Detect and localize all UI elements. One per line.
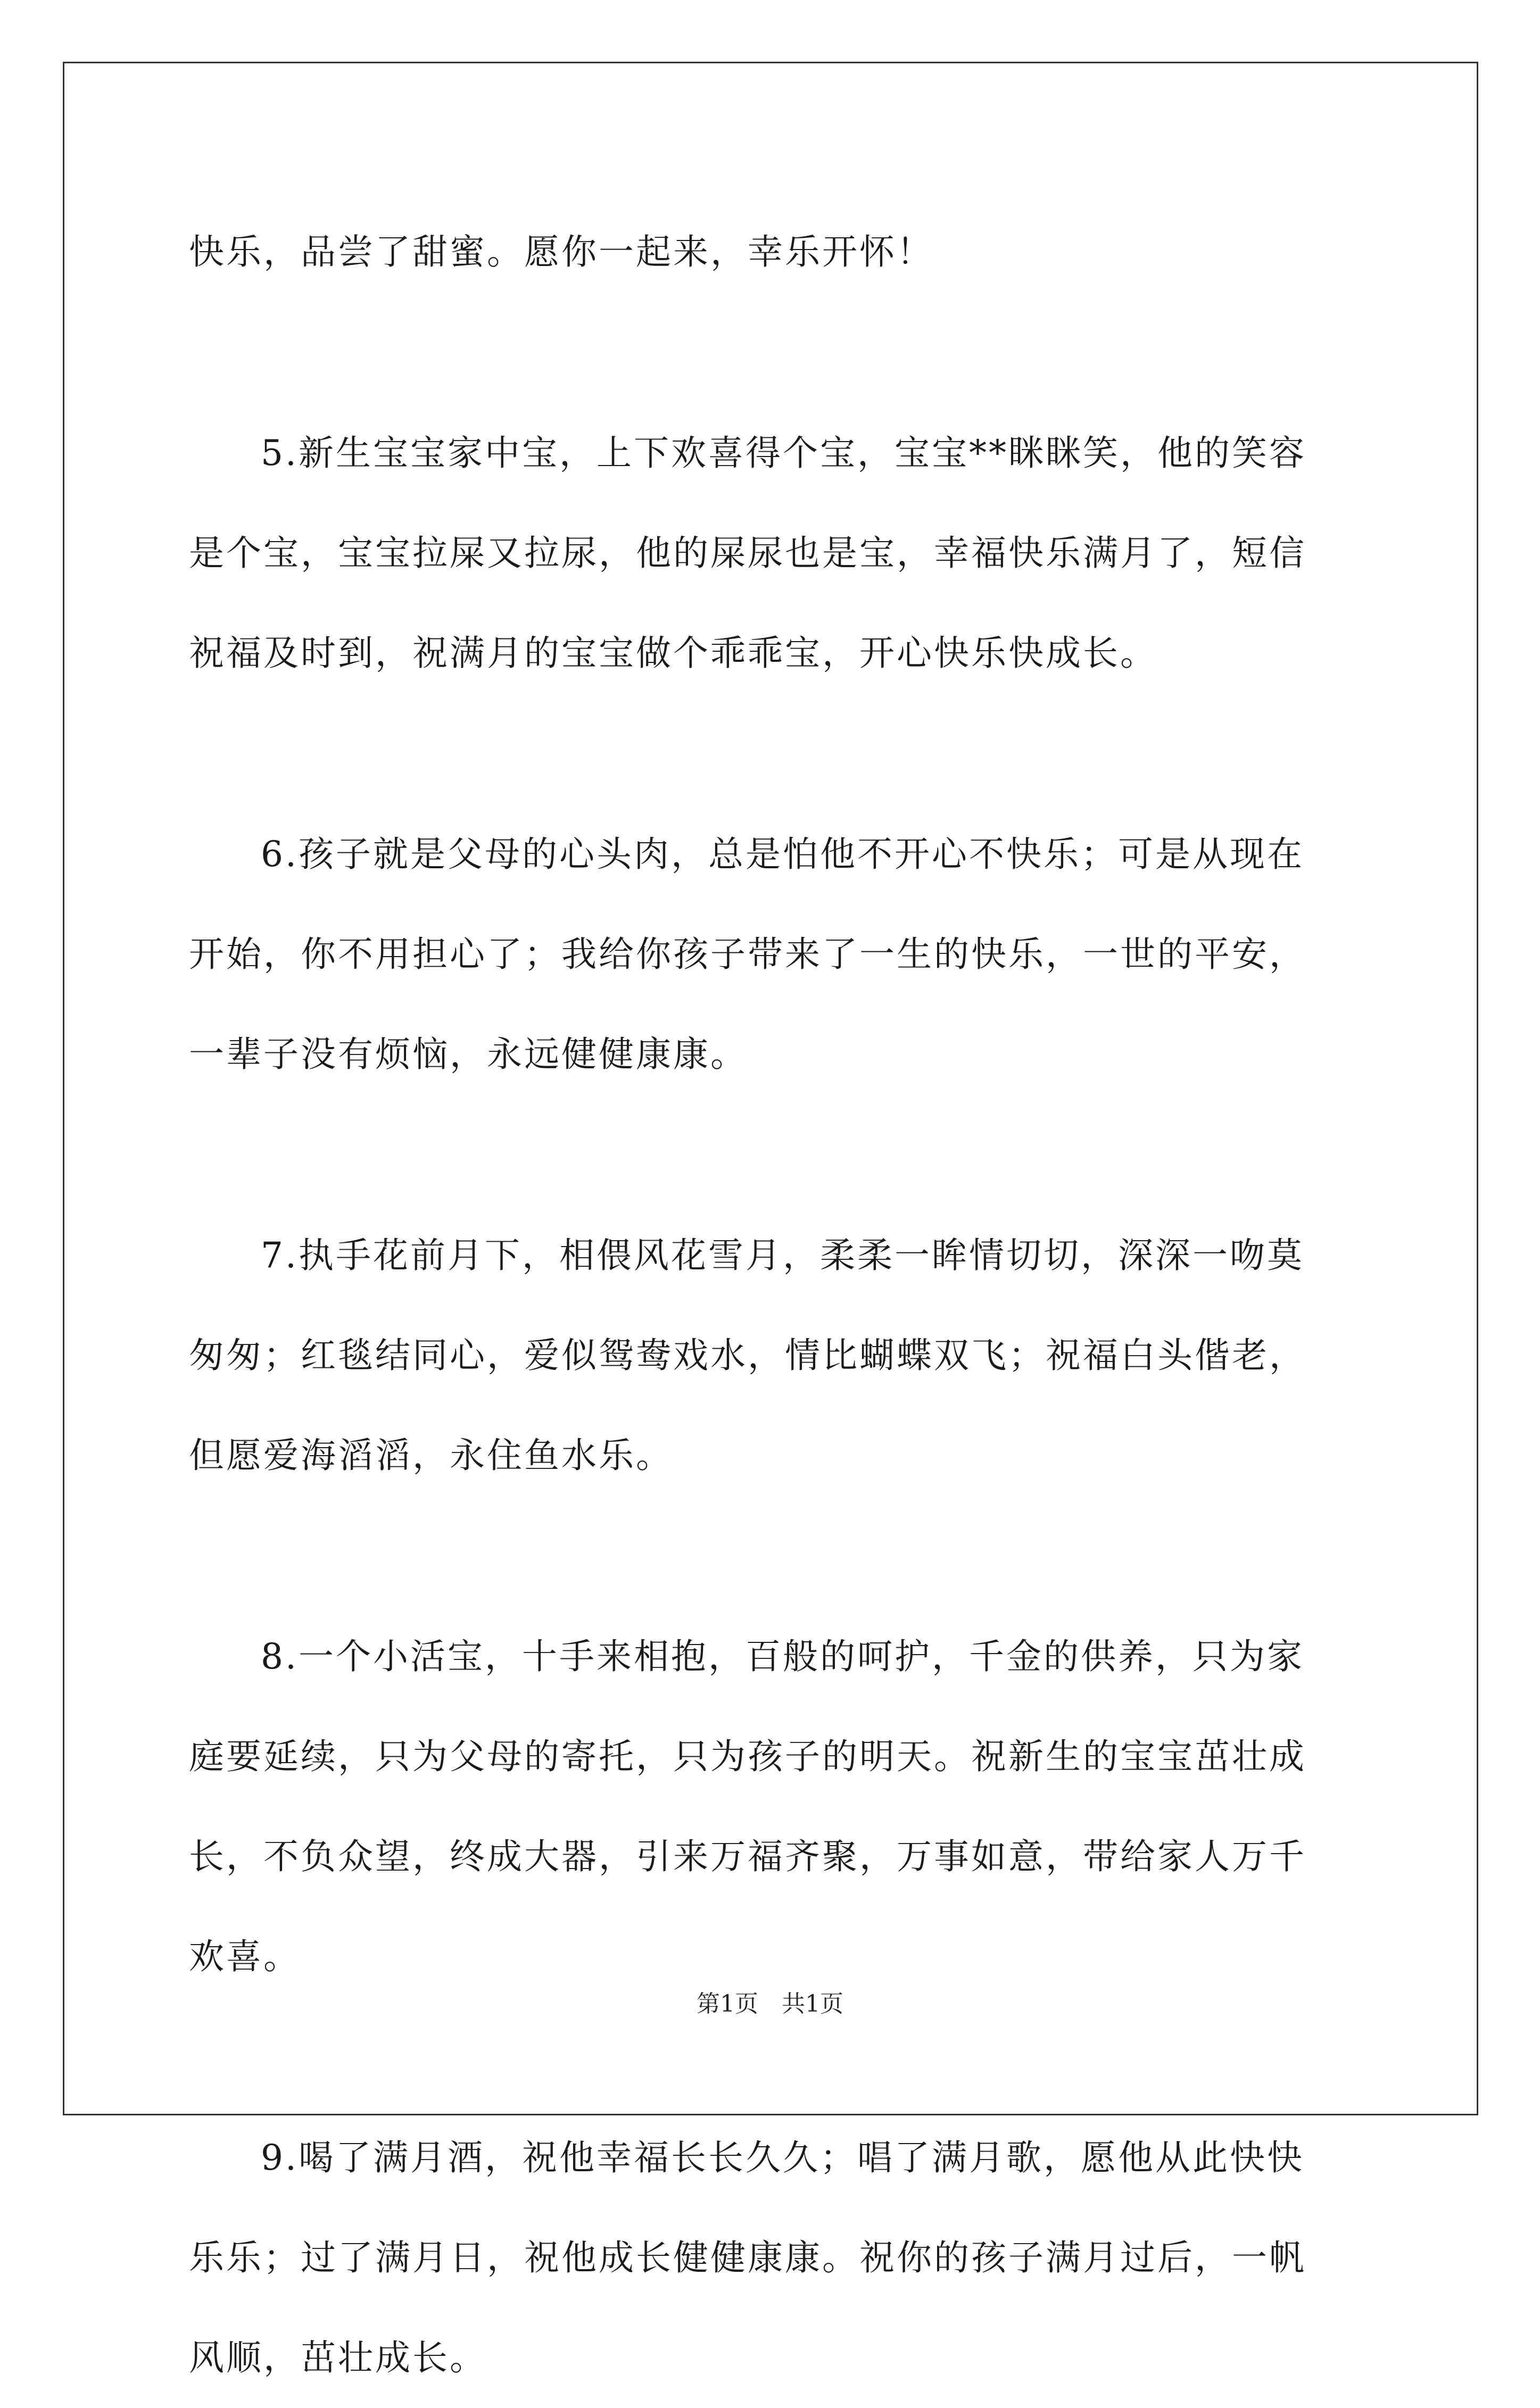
text-line: 6.孩子就是父母的心头肉，总是怕他不开心不快乐；可是从现在 (261, 834, 1304, 875)
text-line: 8.一个小活宝，十手来相抱，百般的呵护，千金的供养，只为家 (261, 1636, 1304, 1677)
text-line: 乐乐；过了满月日，祝他成长健健康康。祝你的孩子满月过后，一帆 (189, 2237, 1306, 2278)
text-line: 开始，你不用担心了；我给你孩子带来了一生的快乐，一世的平安， (189, 934, 1306, 975)
text-line: 但愿爱海滔滔，永住鱼水乐。 (189, 1435, 673, 1476)
text-line: 风顺，茁壮成长。 (189, 2337, 487, 2378)
page-footer (0, 1984, 1540, 2019)
text-line: 7.执手花前月下，相偎风花雪月，柔柔一眸情切切，深深一吻莫 (261, 1235, 1304, 1276)
text-line: 欢喜。 (189, 1936, 301, 1977)
document-body (189, 202, 1365, 2408)
text-line: 祝福及时到，祝满月的宝宝做个乖乖宝，开心快乐快成长。 (189, 633, 1157, 674)
text-line: 5.新生宝宝家中宝，上下欢喜得个宝，宝宝**眯眯笑，他的笑容 (261, 433, 1306, 474)
text-line: 匆匆；红毯结同心，爱似鸳鸯戏水，情比蝴蝶双飞；祝福白头偕老， (189, 1335, 1306, 1376)
text-line: 一辈子没有烦恼，永远健健康康。 (189, 1034, 748, 1075)
text-line: 长，不负众望，终成大器，引来万福齐聚，万事如意，带给家人万千 (189, 1836, 1306, 1877)
text-line: 庭要延续，只为父母的寄托，只为孩子的明天。祝新生的宝宝茁壮成 (189, 1736, 1306, 1777)
text-line: 快乐，品尝了甜蜜。愿你一起来，幸乐开怀！ (189, 231, 934, 272)
page-number: 第1页 (697, 1990, 758, 2017)
text-line: 9.喝了满月酒，祝他幸福长长久久；唱了满月歌，愿他从此快快 (261, 2137, 1304, 2178)
page-total: 共1页 (782, 1990, 843, 2017)
text-line: 是个宝，宝宝拉屎又拉尿，他的屎尿也是宝，幸福快乐满月了，短信 (189, 533, 1306, 574)
